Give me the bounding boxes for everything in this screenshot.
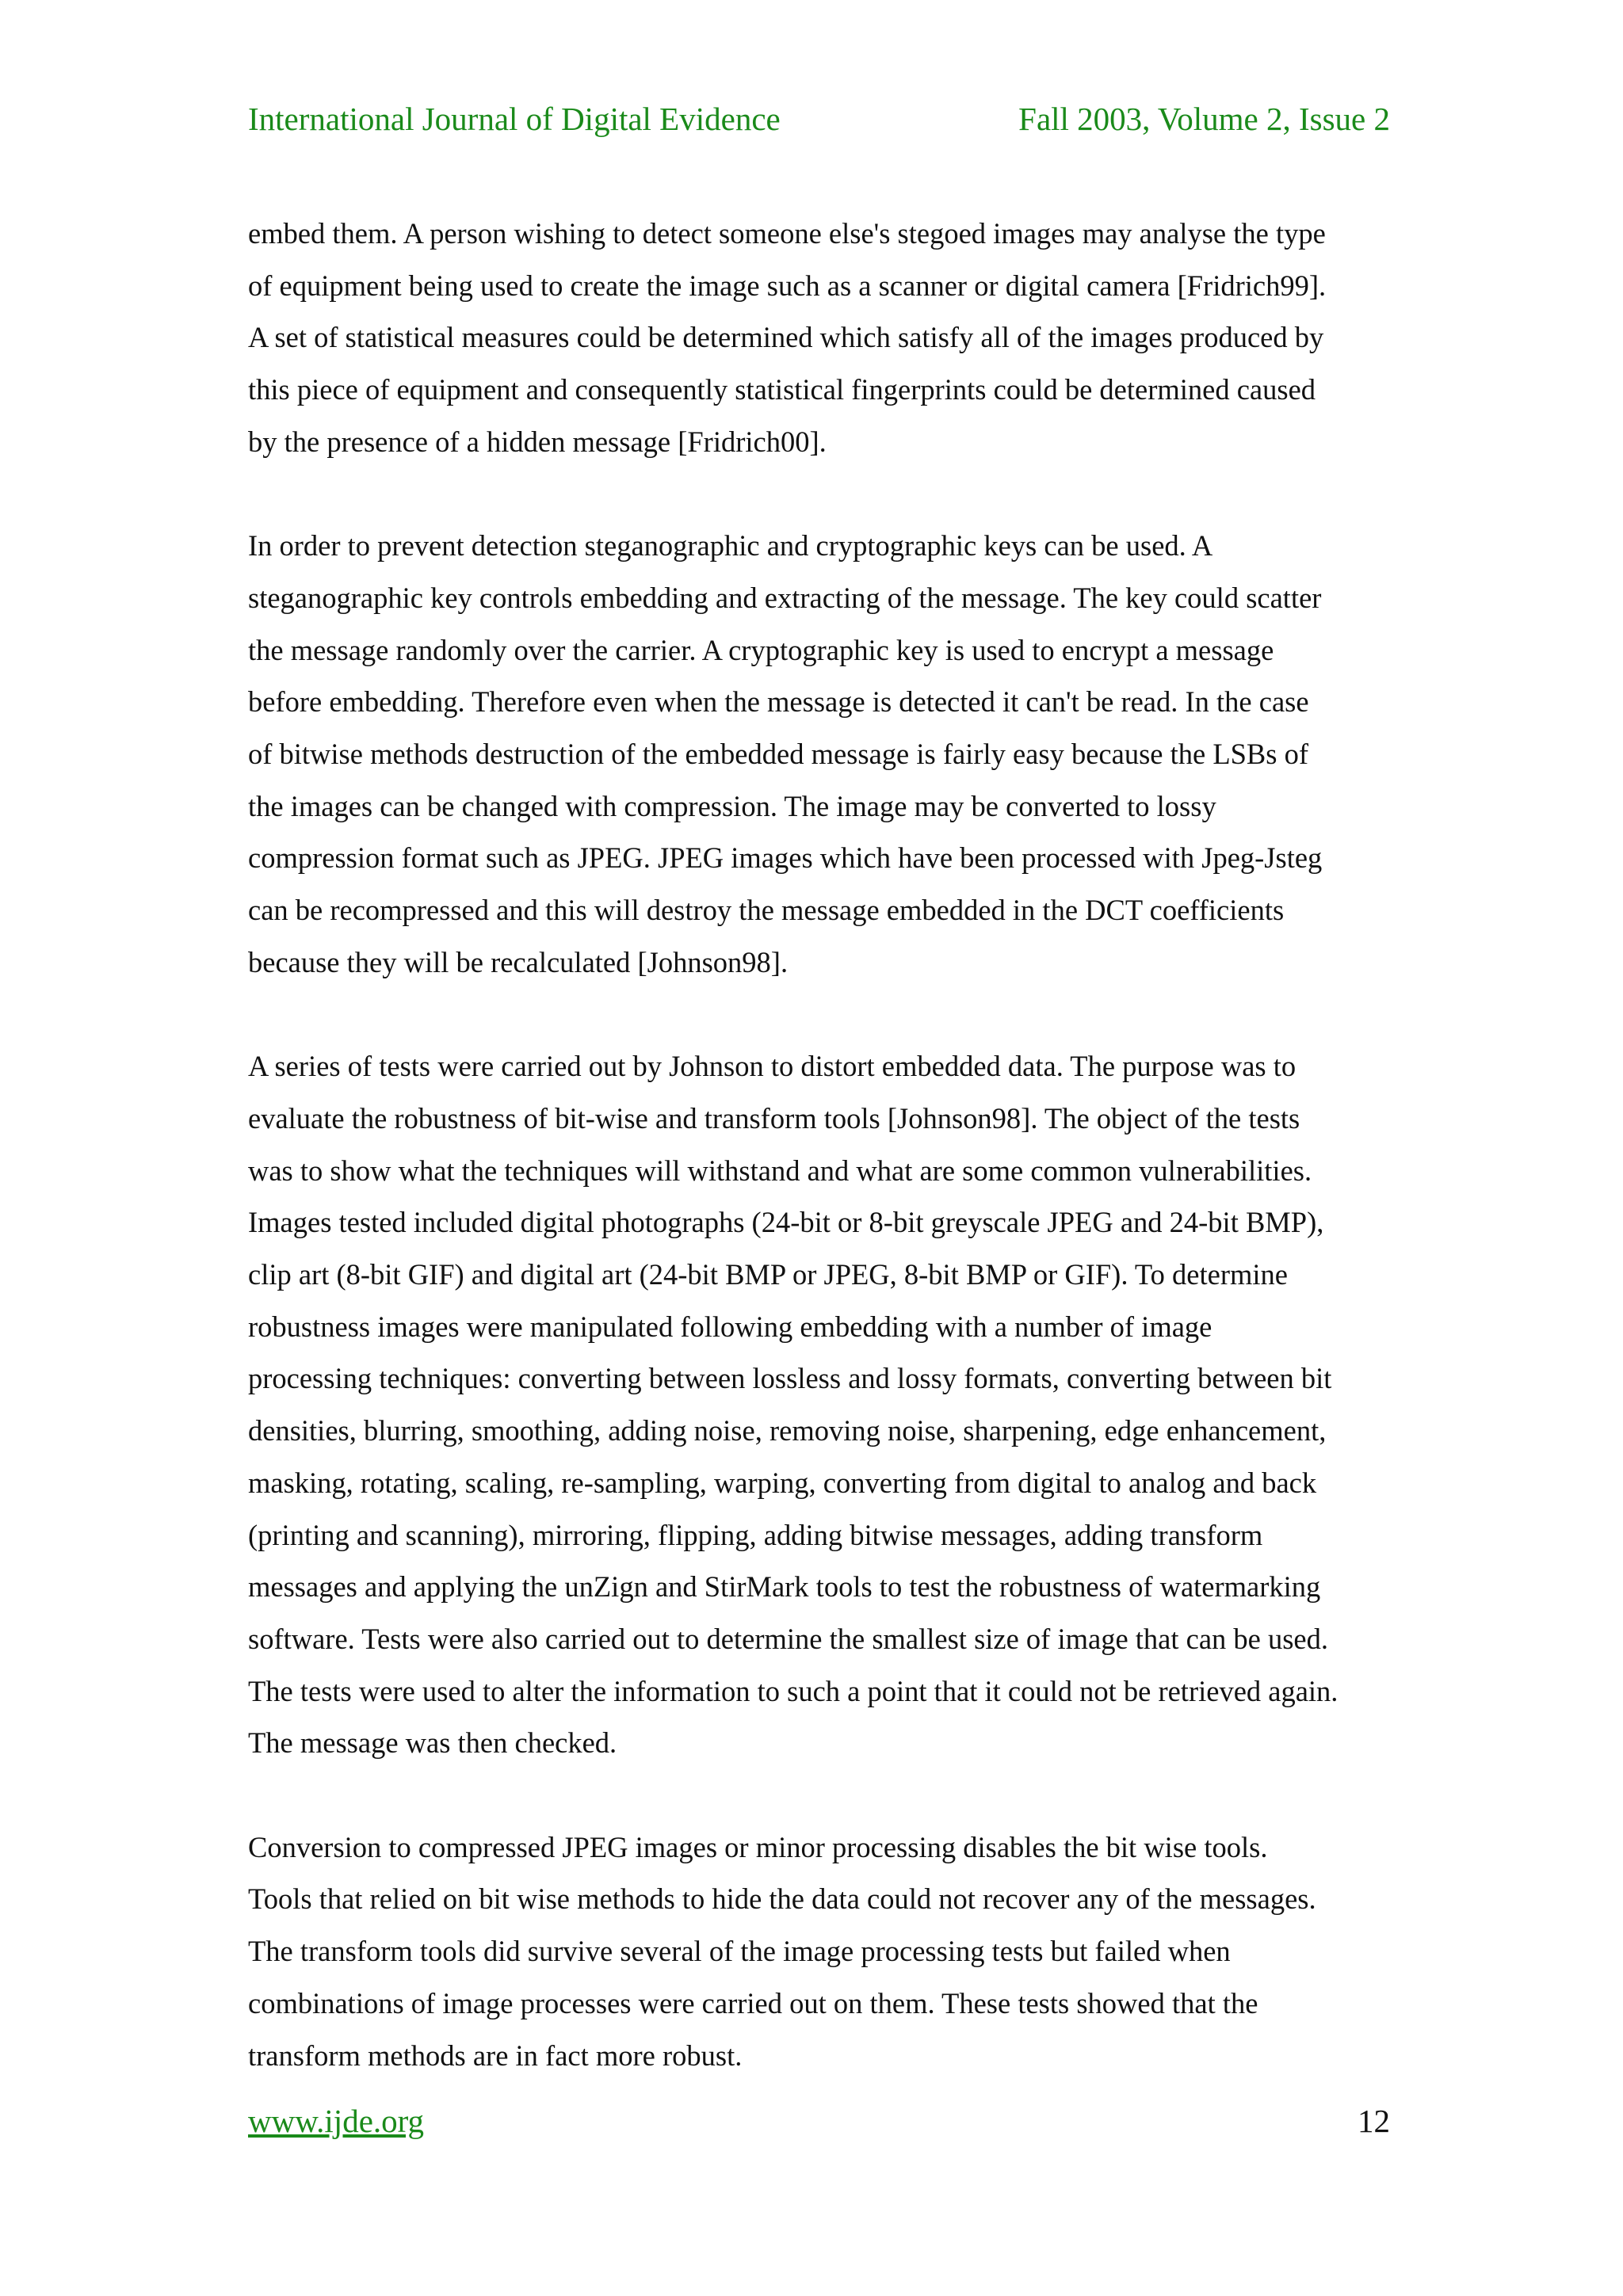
text-line: because they will be recalculated [Johnson98].: [248, 945, 789, 978]
text-line: The message was then checked.: [248, 1726, 617, 1760]
text-line: of equipment being used to create the image such as a scanner or digital camera [Fridrich99].: [248, 269, 1327, 302]
text-line: clip art (8-bit GIF) and digital art (24-bit BMP or JPEG, 8-bit BMP or GIF). To determine: [248, 1258, 1288, 1291]
paragraph: [248, 1821, 1390, 2082]
page-number: 12: [1358, 2103, 1390, 2139]
journal-url-link[interactable]: www.ijde.org: [248, 2103, 425, 2139]
text-line: Images tested included digital photographs (24-bit or 8-bit greyscale JPEG and 24-bit BMP),: [248, 1206, 1324, 1239]
text-line: combinations of image processes were carried out on them. These tests showed that the: [248, 1986, 1258, 2019]
issue-info: Fall 2003, Volume 2, Issue 2: [1018, 101, 1390, 137]
text-line: messages and applying the unZign and StirMark tools to test the robustness of watermarking: [248, 1570, 1321, 1604]
article-body: [248, 208, 1390, 2134]
text-line: by the presence of a hidden message [Fridrich00].: [248, 425, 827, 458]
text-line: A set of statistical measures could be determined which satisfy all of the images produced by: [248, 321, 1324, 354]
text-line: (printing and scanning), mirroring, flipping, adding bitwise messages, adding transform: [248, 1518, 1263, 1551]
text-line: robustness images were manipulated following embedding with a number of image: [248, 1310, 1212, 1343]
page-footer: [248, 2099, 1390, 2143]
paragraph: [248, 1040, 1390, 1769]
paragraph: [248, 208, 1390, 468]
journal-title: International Journal of Digital Evidence: [248, 101, 781, 137]
text-line: processing techniques: converting between lossless and lossy formats, converting between bit: [248, 1362, 1332, 1395]
text-line: was to show what the techniques will withstand and what are some common vulnerabilities.: [248, 1154, 1312, 1187]
text-line: The transform tools did survive several of the image processing tests but failed when: [248, 1935, 1231, 1968]
text-line: Tools that relied on bit wise methods to hide the data could not recover any of the messages.: [248, 1882, 1316, 1916]
text-line: The tests were used to alter the information to such a point that it could not be retrieved again.: [248, 1674, 1338, 1707]
text-line: In order to prevent detection steganographic and cryptographic keys can be used. A: [248, 529, 1213, 563]
text-line: embed them. A person wishing to detect someone else's stegoed images may analyse the type: [248, 217, 1326, 250]
text-line: of bitwise methods destruction of the embedded message is fairly easy because the LSBs of: [248, 738, 1308, 771]
text-line: steganographic key controls embedding and extracting of the message. The key could scatter: [248, 581, 1322, 614]
text-line: the message randomly over the carrier. A cryptographic key is used to encrypt a message: [248, 633, 1274, 666]
text-line: the images can be changed with compression. The image may be converted to lossy: [248, 789, 1216, 822]
running-header: [248, 97, 1390, 141]
text-line: compression format such as JPEG. JPEG images which have been processed with Jpeg-Jsteg: [248, 841, 1323, 875]
text-line: transform methods are in fact more robust.: [248, 2039, 743, 2072]
paragraph: [248, 520, 1390, 988]
text-line: Conversion to compressed JPEG images or minor processing disables the bit wise tools.: [248, 1830, 1268, 1863]
text-line: densities, blurring, smoothing, adding noise, removing noise, sharpening, edge enhancement,: [248, 1414, 1327, 1447]
text-line: before embedding. Therefore even when the message is detected it can't be read. In the case: [248, 685, 1309, 719]
text-line: A series of tests were carried out by Johnson to distort embedded data. The purpose was to: [248, 1050, 1296, 1083]
text-line: masking, rotating, scaling, re-sampling, warping, converting from digital to analog and back: [248, 1466, 1317, 1499]
text-line: evaluate the robustness of bit-wise and transform tools [Johnson98]. The object of the tests: [248, 1101, 1300, 1135]
text-line: software. Tests were also carried out to determine the smallest size of image that can be used.: [248, 1622, 1329, 1655]
text-line: this piece of equipment and consequently statistical fingerprints could be determined caused: [248, 373, 1316, 406]
text-line: can be recompressed and this will destroy the message embedded in the DCT coefficients: [248, 894, 1285, 927]
